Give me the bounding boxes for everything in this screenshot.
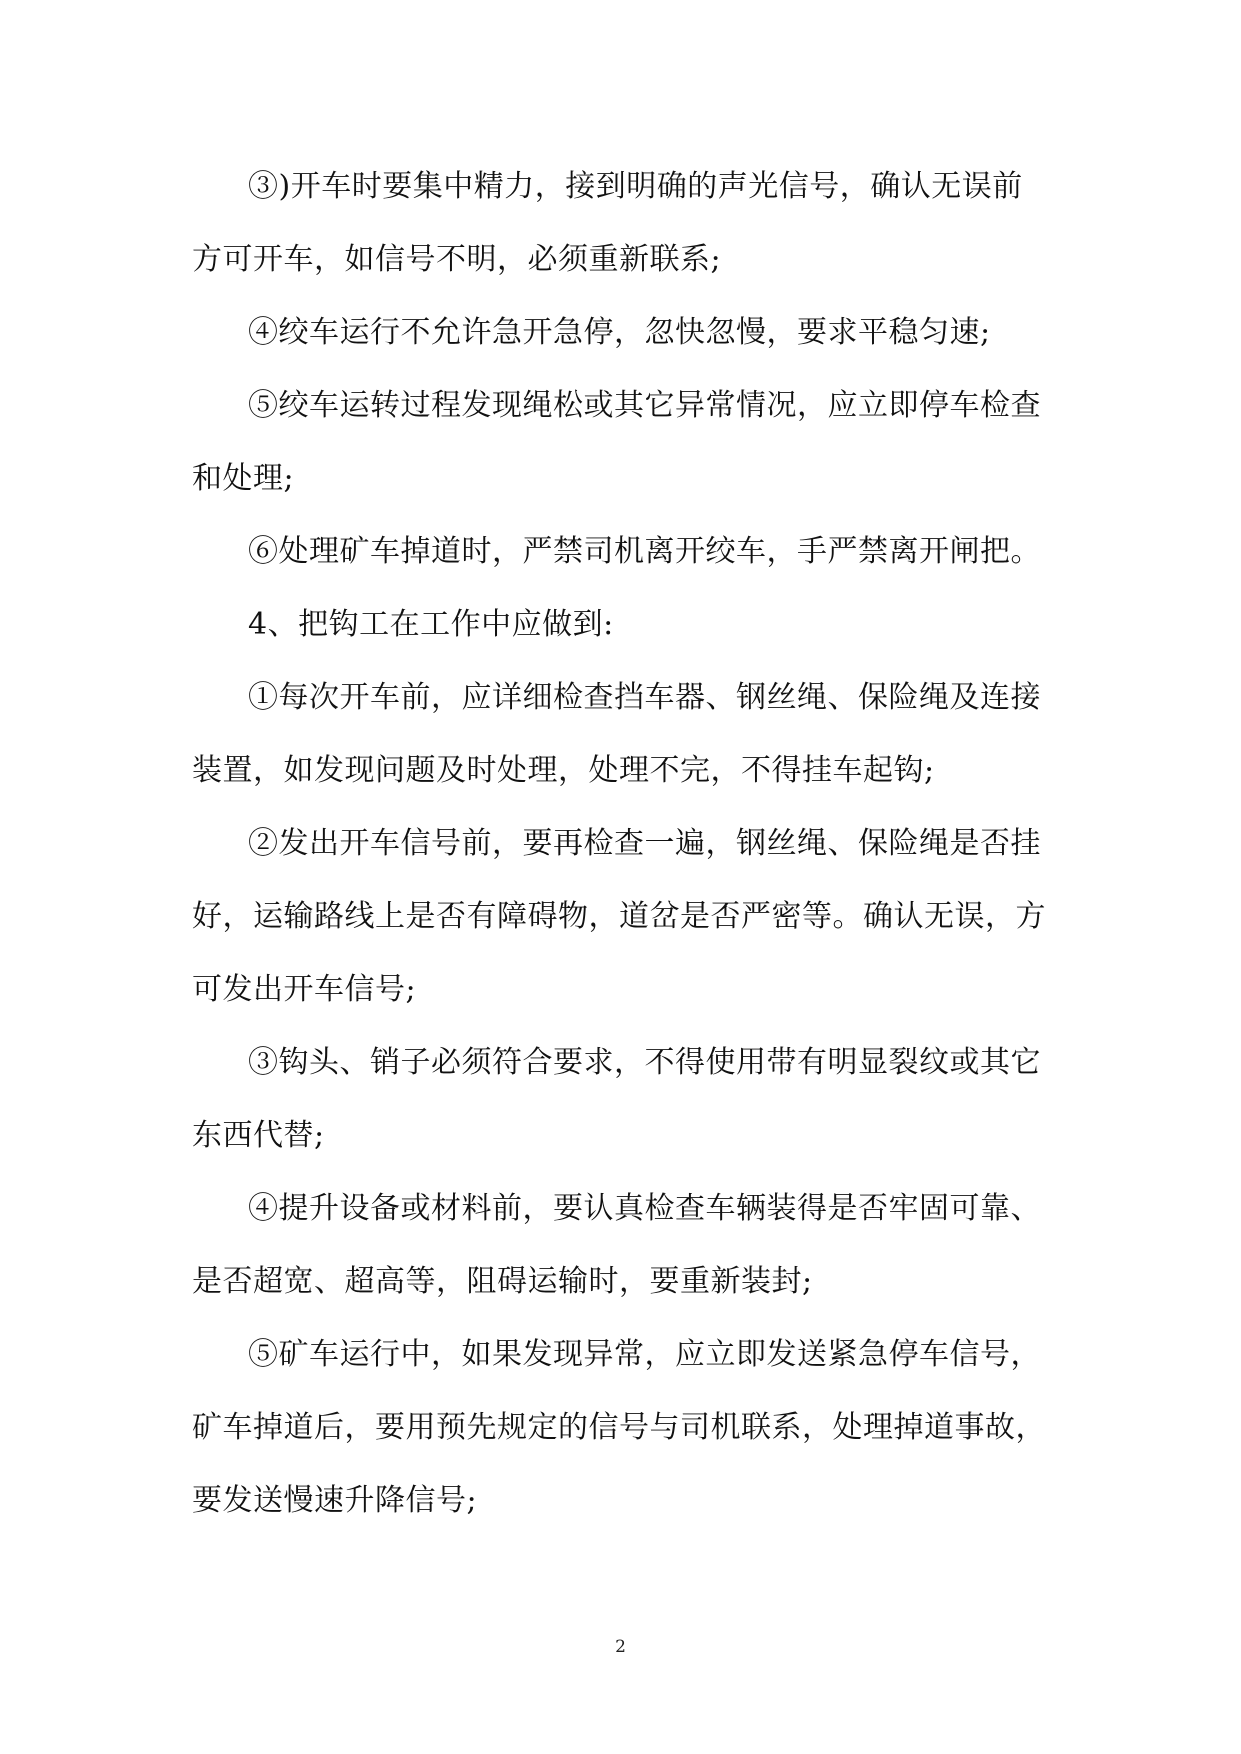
paragraph-load-inspection: ④提升设备或材料前，要认真检查车辆装得是否牢固可靠、是否超宽、超高等，阻碍运输时，要重新装封; bbox=[192, 1191, 1041, 1299]
paragraph-emergency-signal: ⑤矿车运行中，如果发现异常，应立即发送紧急停车信号，矿车掉道后，要用预先规定的信号与司机联系，处理掉道事故，要发送慢速升降信号; bbox=[192, 1337, 1046, 1518]
paragraph-hooker-signal-check: ②发出开车信号前，要再检查一遍，钢丝绳、保险绳是否挂好，运输路线上是否有障碍物，道岔是否严密等。确认无误，方可发出开车信号; bbox=[192, 826, 1046, 1007]
paragraph-winch-abnormal-stop: ⑤绞车运转过程发现绳松或其它异常情况，应立即停车检查和处理; bbox=[192, 388, 1041, 496]
paragraph-hook-pin-requirements: ③钩头、销子必须符合要求，不得使用带有明显裂纹或其它东西代替; bbox=[192, 1045, 1041, 1153]
page-number: 2 bbox=[615, 1637, 626, 1657]
paragraph-hooker-pre-start-check: ①每次开车前，应详细检查挡车器、钢丝绳、保险绳及连接装置，如发现问题及时处理，处理不完，不得挂车起钩; bbox=[192, 680, 1041, 788]
document-body bbox=[192, 150, 1050, 1537]
paragraph-winch-smooth-operation: ④绞车运行不允许急开急停，忽快忽慢，要求平稳匀速; bbox=[248, 315, 991, 350]
paragraph-winch-start-signal: ③)开车时要集中精力，接到明确的声光信号，确认无误前方可开车，如信号不明，必须重新联系; bbox=[192, 169, 1023, 277]
paragraph-section-hooker-duties: 4、把钩工在工作中应做到: bbox=[248, 607, 614, 642]
paragraph-derailment-handling: ⑥处理矿车掉道时，严禁司机离开绞车，手严禁离开闸把。 bbox=[248, 534, 1041, 569]
